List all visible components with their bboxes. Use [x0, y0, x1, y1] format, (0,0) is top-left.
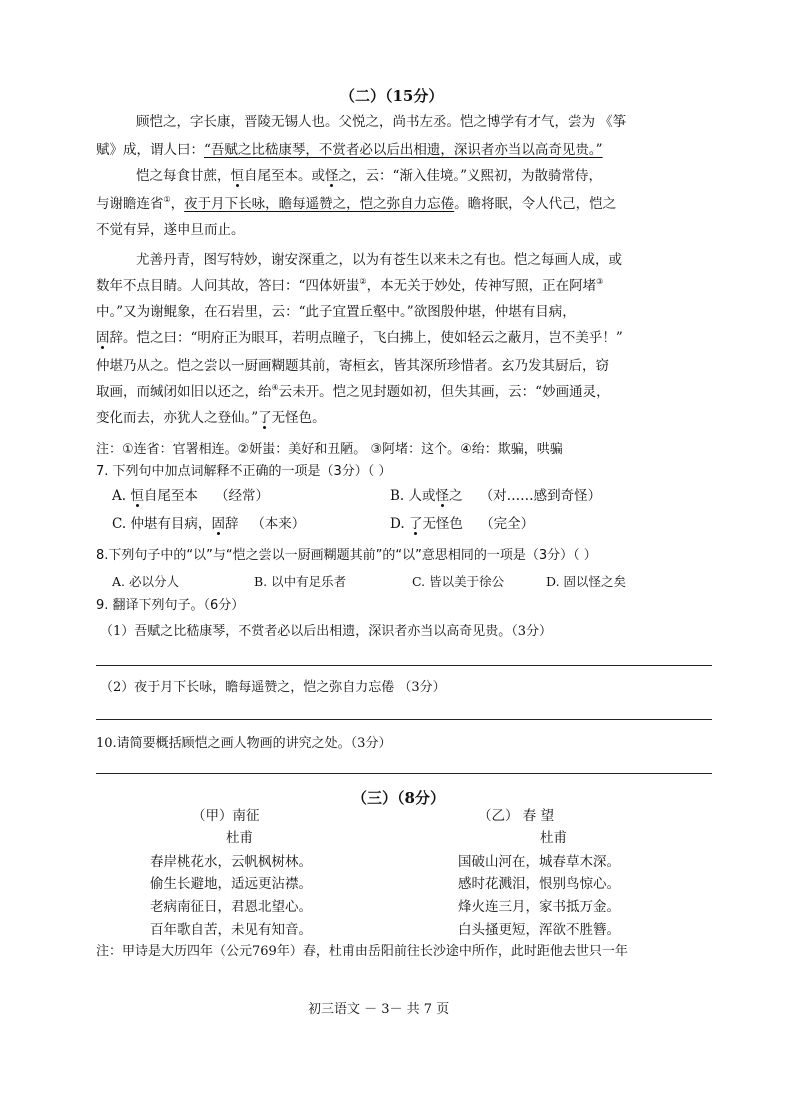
answer-line[interactable] [96, 719, 712, 720]
poem-note: 注：甲诗是大历四年（公元769年）春，杜甫由岳阳前往长沙途中所作，此时距他去世只一年 [96, 944, 628, 959]
dotted-word: 怪 [435, 488, 450, 504]
passage-line [136, 166, 602, 186]
passage-text: 。瞻将眠，令人代己，恺之 [454, 196, 617, 212]
option-text: 无怪色 [422, 516, 463, 532]
q9-sentence-1: （1）吾赋之比嵇康琴，不赏者必以后出相遗，深识者亦当以高奇见贵。（3分） [100, 624, 553, 639]
poem-b-title: （乙） 春 望 [478, 808, 555, 824]
option-label: A. [112, 488, 127, 504]
section-3-title: （三）（8分） [352, 789, 445, 807]
passage-text: 云未开。恺之见封题如初，但失其画，云：“妙画通灵， [278, 384, 610, 400]
passage-line: 顾恺之，字长康，晋陵无锡人也。父悦之，尚书左丞。恺之博学有才气，尝为 《筝 [136, 114, 627, 130]
poem-b-line: 烽火连三月，家书抵万金。 [458, 899, 620, 915]
poem-a-author: 杜甫 [226, 830, 253, 846]
passage-line: 尤善丹青，图写特妙，谢安深重之，以为有苍生以来未之有也。恺之每画人成，或 [136, 252, 622, 268]
q7-option-c[interactable] [112, 514, 305, 534]
option-gloss: （对……感到奇怪） [479, 488, 602, 504]
passage-text: ，本无关于妙处，传神写照，正在阿堵 [366, 278, 597, 294]
option-gloss: （经常） [215, 488, 270, 504]
option-gloss: （本来） [251, 516, 306, 532]
page-footer: 初三语文 － 3－ 共 7 页 [308, 1002, 450, 1017]
passage-text: 辞。恺之曰：“明府正为眼耳，若明点瞳子，飞白拂上，使如轻云之蔽月，岂不美乎！” [109, 330, 623, 346]
dotted-word: 固 [211, 516, 225, 532]
footnote-marker: ③ [596, 277, 604, 286]
poem-a-line: 老病南征日，君恩北望心。 [150, 899, 312, 915]
q7-option-b[interactable] [390, 486, 601, 506]
poem-b-line: 感时花溅泪，恨别鸟惊心。 [458, 876, 620, 892]
dotted-word: 了 [408, 516, 423, 532]
option-label: D. [390, 516, 405, 532]
option-text: 仲堪有目病， [130, 516, 212, 532]
passage-text: 数年不点目睛。人问其故，答曰：“四体妍蚩 [96, 278, 360, 294]
passage-text: 恺之每食甘蔗， [136, 168, 231, 184]
passage-line [96, 276, 603, 296]
answer-line[interactable] [96, 665, 712, 666]
option-gloss: （完全） [480, 516, 535, 532]
passage-line [96, 140, 603, 160]
question-7-stem: 7. 下列句中加点词解释不正确的一项是（3分）（ ） [96, 464, 392, 479]
poem-a-line: 偷生长避地，适远更沾襟。 [150, 876, 312, 892]
question-9-stem: 9. 翻译下列句子。（6分） [96, 598, 245, 613]
passage-text: 无怪色。 [271, 410, 326, 426]
option-text: 辞 [224, 516, 239, 532]
passage-text: 或 [311, 168, 325, 184]
poem-b-line: 白头搔更短，浑欲不胜簪。 [458, 922, 620, 938]
passage-line [96, 382, 610, 402]
passage-text: 与谢瞻连省 [96, 196, 164, 212]
underlined-sentence-2: 夜于月下长咏，瞻每遥赞之，恺之弥自力忘倦 [184, 196, 455, 212]
option-text: 人或 [408, 488, 436, 504]
q8-option-d[interactable]: D. 固以怪之矣 [546, 574, 627, 589]
question-8-stem: 8.下列句子中的“以”与“恺之尝以一厨画糊题其前”的“以”意思相同的一项是（3分）（ ） [96, 548, 597, 563]
passage-line [96, 328, 623, 348]
footnote-marker: ④ [271, 383, 279, 392]
footnote-marker: ② [359, 277, 367, 286]
passage-text: 赋》成，谓人曰： [96, 142, 204, 158]
poem-a-title: （甲）南征 [192, 808, 260, 824]
annotation-note: 注：①连省：官署相连。②妍蚩：美好和丑陋。 ③阿堵：这个。④绐：欺骗，哄骗 [96, 442, 563, 457]
dotted-word: 怪 [325, 168, 339, 184]
q9-sentence-2: （2）夜于月下长咏，瞻每遥赞之，恺之弥自力忘倦 （3分） [100, 680, 446, 695]
poem-a-line: 百年歌自苦，未见有知音。 [150, 922, 312, 938]
passage-line: 中。”又为谢鲲象，在石岩里，云：“此子宜置丘壑中。”欲图殷仲堪，仲堪有目病， [96, 304, 576, 320]
footnote-marker: ① [163, 195, 171, 204]
poem-b-author: 杜甫 [540, 830, 567, 846]
option-label: C. [112, 516, 127, 532]
q7-option-d[interactable] [390, 514, 534, 534]
passage-line [96, 408, 326, 428]
option-label: B. [390, 488, 405, 504]
dotted-word: 恒 [130, 488, 144, 504]
q8-option-c[interactable]: C. 皆以美于徐公 [412, 574, 505, 589]
answer-line[interactable] [96, 773, 712, 774]
q8-option-a[interactable]: A. 必以分人 [112, 574, 179, 589]
passage-text: 自尾至本。 [244, 168, 312, 184]
dotted-word: 了 [258, 410, 272, 426]
passage-text: 变化而去，亦犹人之登仙。” [96, 410, 259, 426]
poem-a-line: 春岸桃花水，云帆枫树林。 [150, 854, 312, 870]
passage-line: 不觉有异，遂申旦而止。 [96, 222, 245, 238]
section-2-title: （二）（15分） [340, 87, 444, 105]
dotted-word: 恒 [230, 168, 244, 184]
passage-text: 取画，而缄闭如旧以还之，绐 [96, 384, 272, 400]
question-10-stem: 10.请简要概括顾恺之画人物画的讲究之处。（3分） [96, 736, 392, 751]
option-text: 自尾至本 [143, 488, 198, 504]
underlined-sentence-1: “吾赋之比嵇康琴，不赏者必以后出相遗，深识者亦当以高奇见贵。” [204, 142, 603, 158]
passage-text: 之，云：“渐入佳境。”义熙初，为散骑常侍， [338, 168, 603, 184]
q7-option-a[interactable] [112, 486, 269, 506]
option-text: 之 [449, 488, 463, 504]
poem-b-line: 国破山河在，城春草木深。 [458, 854, 620, 870]
passage-line [96, 194, 616, 214]
dotted-word: 固 [96, 330, 110, 346]
q8-option-b[interactable]: B. 以中有足乐者 [254, 574, 347, 589]
passage-line: 仲堪乃从之。恺之尝以一厨画糊题其前，寄桓玄，皆其深所珍惜者。玄乃发其厨后，窃 [96, 358, 609, 374]
passage-text: ， [170, 196, 185, 212]
